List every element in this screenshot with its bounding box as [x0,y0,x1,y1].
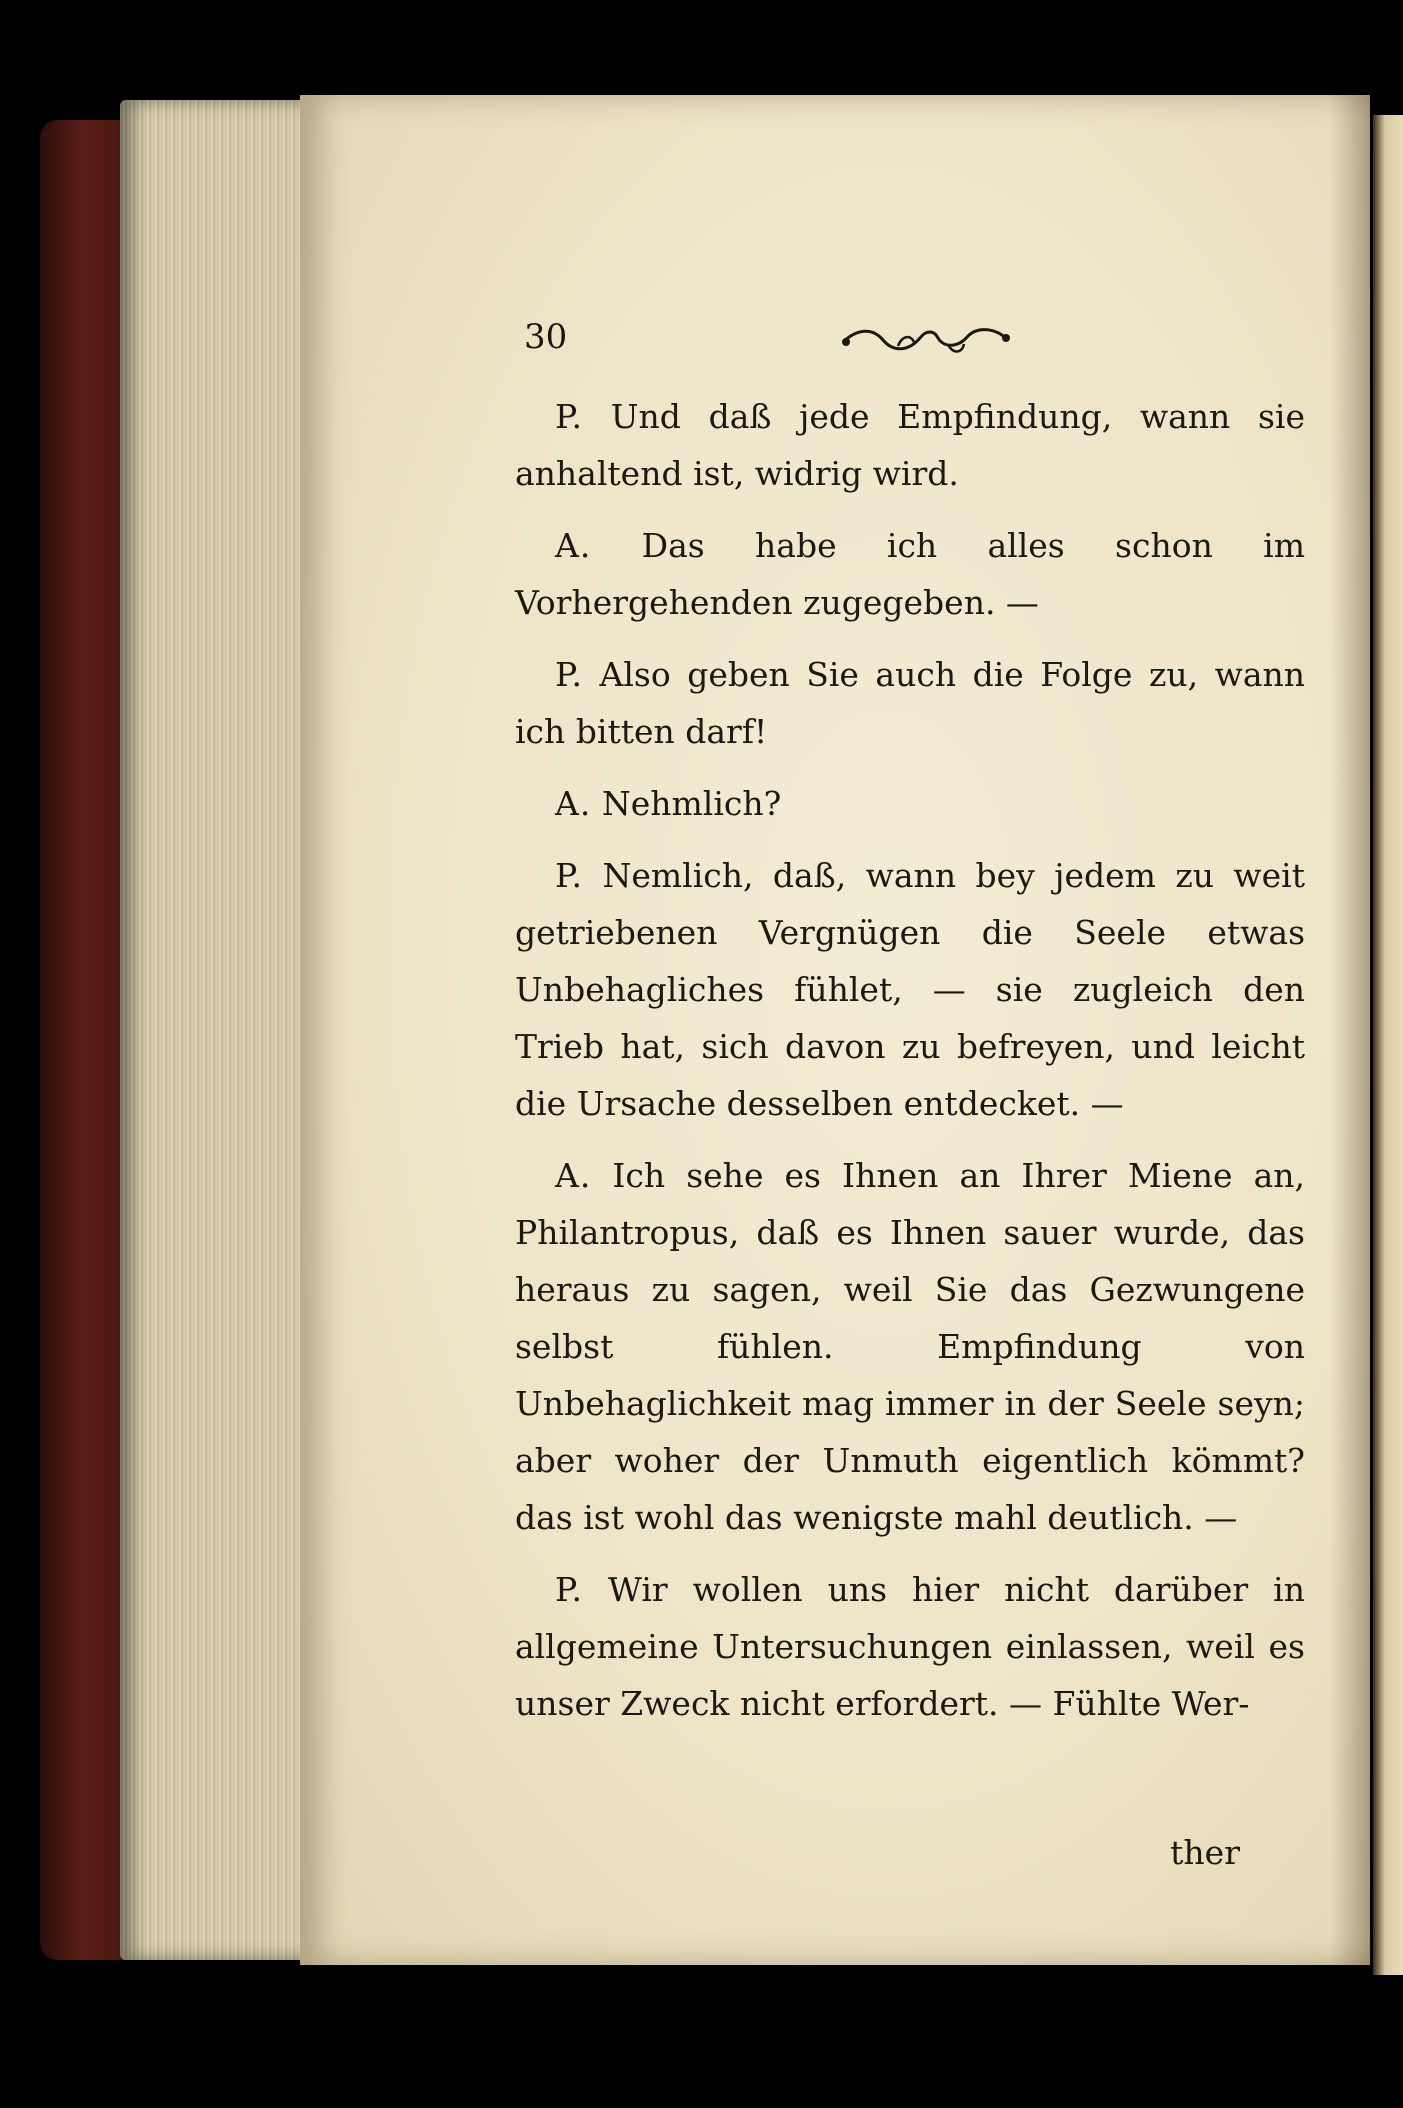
paragraph [515,775,1305,832]
speaker-label: P. [555,856,584,895]
paragraph-text: Und daß jede Empfindung, wann sie anhaltend ist, widrig wird. [515,397,1305,493]
speaker-label: A. [555,1156,592,1195]
gutter-shadow [1330,95,1370,1965]
paragraph-text: Nehmlich? [601,784,782,823]
paragraph-text: Nemlich, daß, wann bey jedem zu weit getriebenen Vergnügen die Seele etwas Unbehagliches fühlet, — sie zugleich den Trieb hat, sich davon zu befreyen, und leicht die Ursache desselben entdecket. — [515,856,1305,1123]
paragraph-text: Also geben Sie auch die Folge zu, wann ich bitten darf! [515,655,1305,751]
paragraph-text: Wir wollen uns hier nicht darüber in allgemeine Untersuchungen einlassen, weil es unser Zweck nicht erfordert. — Fühlte Wer- [515,1570,1305,1723]
paragraph [515,1147,1305,1546]
catchword: ther [1170,1833,1240,1872]
page-number: 30 [524,317,568,357]
speaker-label: P. [555,1570,584,1609]
ornament-vignette-icon [838,320,1018,360]
speaker-label: P. [555,397,584,436]
next-page-edge [1373,115,1403,1975]
paragraph [515,646,1305,760]
book-page [300,95,1370,1965]
paragraph [515,847,1305,1132]
page-edges [120,100,320,1960]
paragraph-text: Das habe ich alles schon im Vorhergehenden zugegeben. — [515,526,1305,622]
speaker-label: P. [555,655,584,694]
paragraph-text: Ich sehe es Ihnen an Ihrer Miene an, Philantropus, daß es Ihnen sauer wurde, das heraus zu sagen, weil Sie das Gezwungene selbst fühlen. Empfindung von Unbehaglichkeit mag immer in der Seele seyn; aber woher der Unmuth eigentlich kömmt? das ist wohl das wenigste mahl deutlich. — [515,1156,1305,1537]
text-block [515,388,1305,1747]
speaker-label: A. [555,784,592,823]
paragraph [515,517,1305,631]
paragraph [515,1561,1305,1732]
speaker-label: A. [555,526,592,565]
paragraph [515,388,1305,502]
